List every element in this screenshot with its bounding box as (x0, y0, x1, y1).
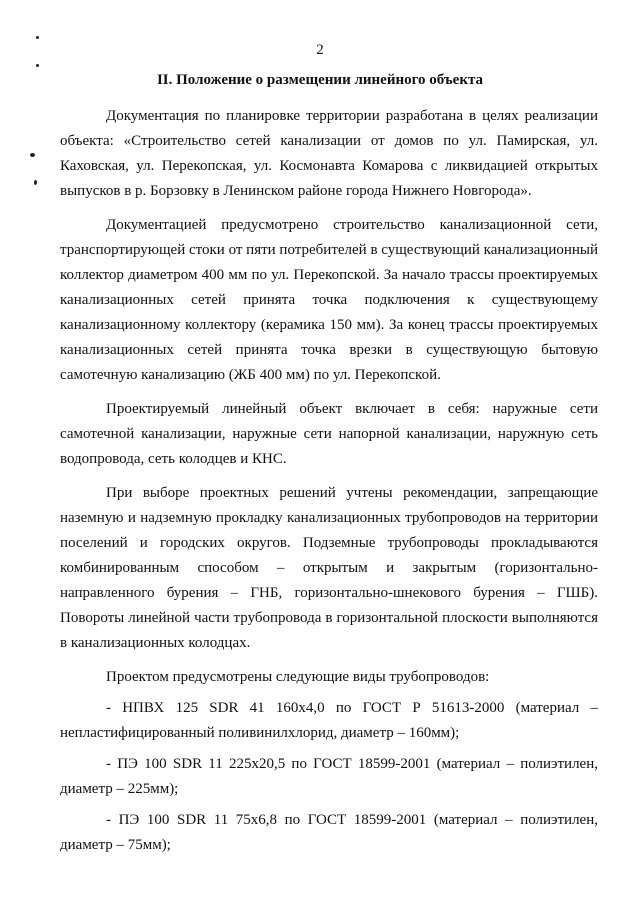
list-item-pipe-pe-75: - ПЭ 100 SDR 11 75x6,8 по ГОСТ 18599-2001 (материал – полиэтилен, диаметр – 75мм); (60, 812, 598, 853)
paragraph-purpose: Документация по планировке территории разработана в целях реализации объекта: «Строительство сетей канализации от домов по ул. Памирская, ул. Каховская, ул. Перекопская, ул. Космонавта Комарова с ликвидацией открытых выпусков в р. Борзовку в Ленинском районе города Нижнего Новгорода». (60, 108, 598, 199)
scan-speck (36, 64, 39, 67)
paragraph-pipe-types-intro: Проектом предусмотрены следующие виды трубопроводов: (106, 669, 490, 685)
scan-speck (36, 36, 39, 39)
scan-speck (30, 153, 35, 157)
paragraph-composition: Проектируемый линейный объект включает в себя: наружные сети самотечной канализации, наружные сети напорной канализации, наружную сеть водопровода, сеть колодцев и КНС. (60, 401, 598, 467)
document-body (60, 104, 598, 864)
section-title: II. Положение о размещении линейного объекта (156, 72, 484, 88)
list-item-pipe-pvc: - НПВХ 125 SDR 41 160x4,0 по ГОСТ Р 51613-2000 (материал – непластифицированный поливинилхлорид, диаметр – 160мм); (60, 700, 598, 741)
page-number: 2 (316, 42, 324, 58)
scan-speck (34, 180, 37, 185)
paragraph-design-decisions: При выборе проектных решений учтены рекомендации, запрещающие наземную и надземную прокладку канализационных трубопроводов на территории поселений и городских округов. Подземные трубопроводы прокладываются комбинированным способом – открытым и закрытым (горизонтально-направленного бурения – ГНБ, горизонтально-шнекового бурения – ГШБ). Повороты линейной части трубопровода в горизонтальной плоскости выполняются в канализационных колодцах. (60, 485, 598, 651)
paragraph-network: Документацией предусмотрено строительство канализационной сети, транспортирующей стоки от пяти потребителей в существующий канализационный коллектор диаметром 400 мм по ул. Перекопской. За начало трассы проектируемых канализационных сетей принята точка подключения к существующему канализационному коллектору (керамика 150 мм). За конец трассы проектируемых канализационных сетей принята точка врезки в существующую бытовую самотечную канализацию (ЖБ 400 мм) по ул. Перекопской. (60, 217, 599, 383)
list-item-pipe-pe-225: - ПЭ 100 SDR 11 225x20,5 по ГОСТ 18599-2001 (материал – полиэтилен, диаметр – 225мм); (60, 756, 598, 797)
